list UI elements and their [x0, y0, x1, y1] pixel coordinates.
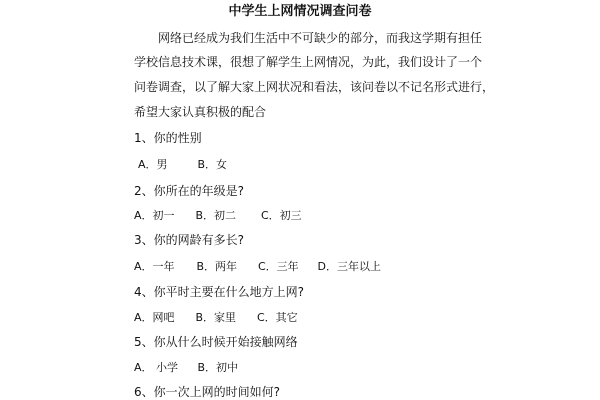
intro-line-2: 学校信息技术课，很想了解学生上网情况，为此，我们设计了一个: [134, 55, 483, 69]
question-5-option-b: B．初中: [197, 361, 239, 374]
question-2-option-b: B．初二: [195, 209, 237, 222]
intro-line-4: 希望大家认真积极的配合: [134, 105, 267, 119]
question-1: 1、你的性别: [134, 131, 202, 145]
question-2-options: [134, 208, 302, 224]
question-1-options: [138, 157, 227, 173]
question-4: 4、你平时主要在什么地方上网?: [134, 285, 305, 299]
question-2-option-c: C．初三: [261, 209, 302, 222]
question-4-option-b: B．家里: [195, 311, 237, 324]
question-4-option-a: A．网吧: [134, 311, 175, 324]
question-3: 3、你的网龄有多长?: [134, 233, 245, 247]
question-3-option-c: C．三年: [258, 260, 299, 273]
question-1-option-a: A．男: [138, 158, 168, 171]
question-2-option-a: A．初一: [134, 209, 175, 222]
question-4-option-c: C．其它: [257, 311, 298, 324]
question-3-option-d: D．三年以上: [317, 260, 381, 273]
question-3-option-b: B．两年: [196, 260, 238, 273]
question-1-option-b: B．女: [197, 158, 228, 171]
document-title: 中学生上网情况调查问卷: [228, 4, 372, 19]
question-5: 5、你从什么时候开始接触网络: [134, 335, 298, 349]
intro-line-3: 问卷调查，以了解大家上网状况和看法，该问卷以不记名形式进行，: [134, 80, 495, 94]
question-2: 2、你所在的年级是?: [134, 184, 245, 198]
question-3-options: [134, 259, 381, 275]
question-3-option-a: A．一年: [134, 260, 175, 273]
question-4-options: [134, 310, 298, 326]
question-5-options: [134, 360, 238, 376]
question-5-option-a: A． 小学: [134, 361, 179, 374]
intro-line-1: 网络已经成为我们生活中不可缺少的部分，而我这学期有担任: [158, 31, 483, 45]
question-6: 6、你一次上网的时间如何?: [134, 385, 281, 399]
